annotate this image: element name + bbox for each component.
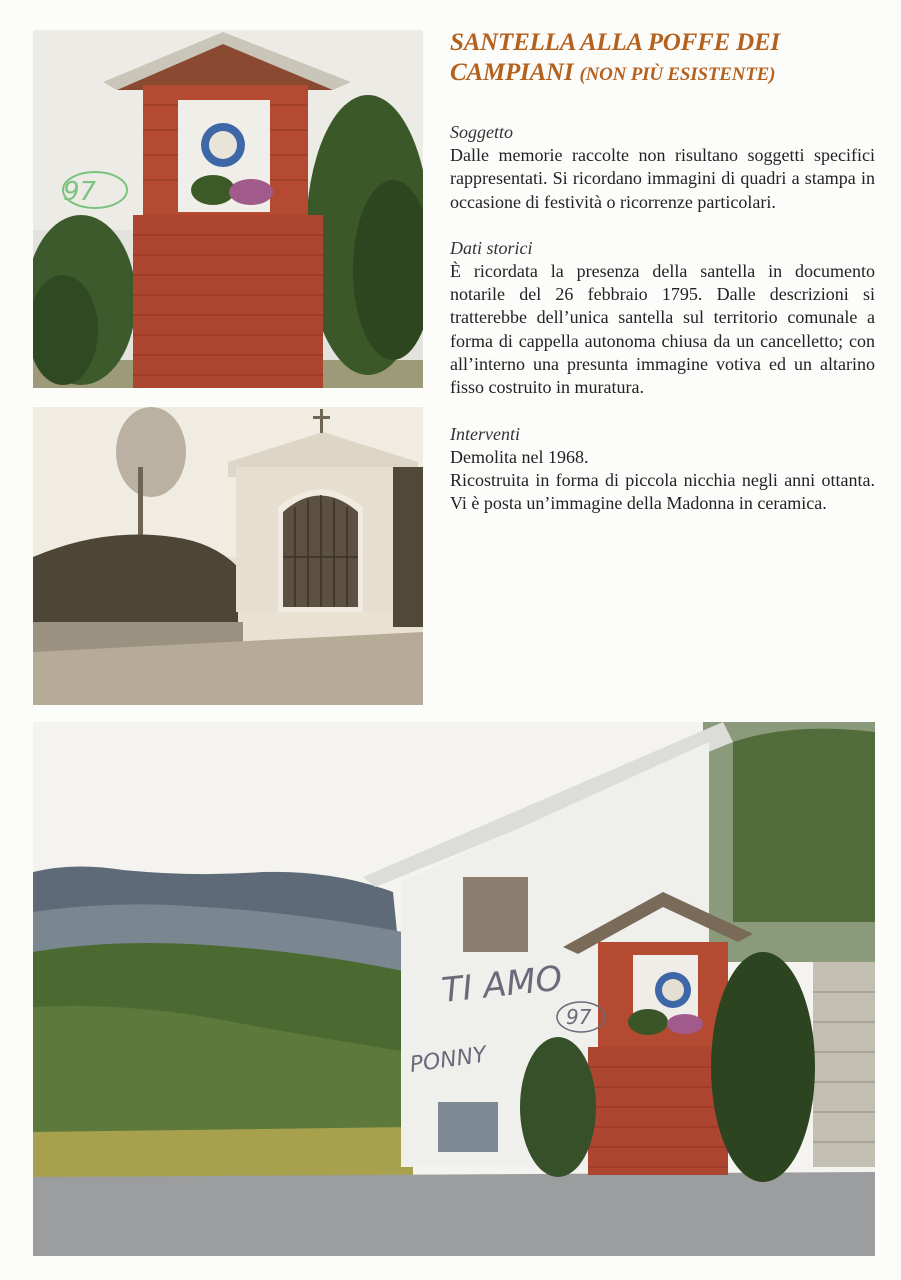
section-soggetto-body: Dalle memorie raccolte non risultano soggetti specifici rappresentati. Si ricordano immagini di quadri a stampa in occasione di festività o ricorrenze particolari. — [450, 145, 875, 212]
section-interventi-line-2: Ricostruita in forma di piccola nicchia negli anni ottanta. Vi è posta un’immagine della Madonna in ceramica. — [450, 469, 875, 514]
graffiti-97-niche-text: 97 — [566, 1005, 592, 1029]
section-interventi-heading: Interventi — [450, 423, 520, 444]
graffiti-97-text: 97 — [63, 177, 97, 207]
photo-old-chapel — [33, 407, 423, 705]
section-interventi-line-1: Demolita nel 1968. — [450, 446, 589, 467]
text-column — [450, 28, 875, 516]
photo-santella-closeup — [33, 30, 423, 388]
graffiti-ponny-text: PONNY — [408, 1042, 489, 1078]
section-dati-storici-body: È ricordata la presenza della santella in documento notarile del 26 febbraio 1795. Dalle descrizioni si tratterebbe dell’unica santella sul territorio comunale a forma di cappella autonoma chiusa da un cancelletto; con all’interno una presunta immagine votiva ed un altarino fisso costruito in muratura. — [450, 260, 875, 398]
title-subtitle: (NON PIÙ ESISTENTE) — [579, 64, 776, 85]
graffiti-ti-amo-text: TI AMO — [439, 958, 565, 1011]
section-dati-storici-heading: Dati storici — [450, 237, 533, 258]
title-line-1: SANTELLA ALLA POFFE DEI — [450, 29, 780, 56]
section-soggetto — [450, 121, 875, 214]
section-dati-storici — [450, 237, 875, 400]
title-line-2: CAMPIANI — [450, 59, 574, 86]
photo-current-niche — [33, 722, 875, 1256]
section-soggetto-heading: Soggetto — [450, 122, 513, 142]
page-title — [450, 28, 875, 90]
section-interventi — [450, 423, 875, 516]
